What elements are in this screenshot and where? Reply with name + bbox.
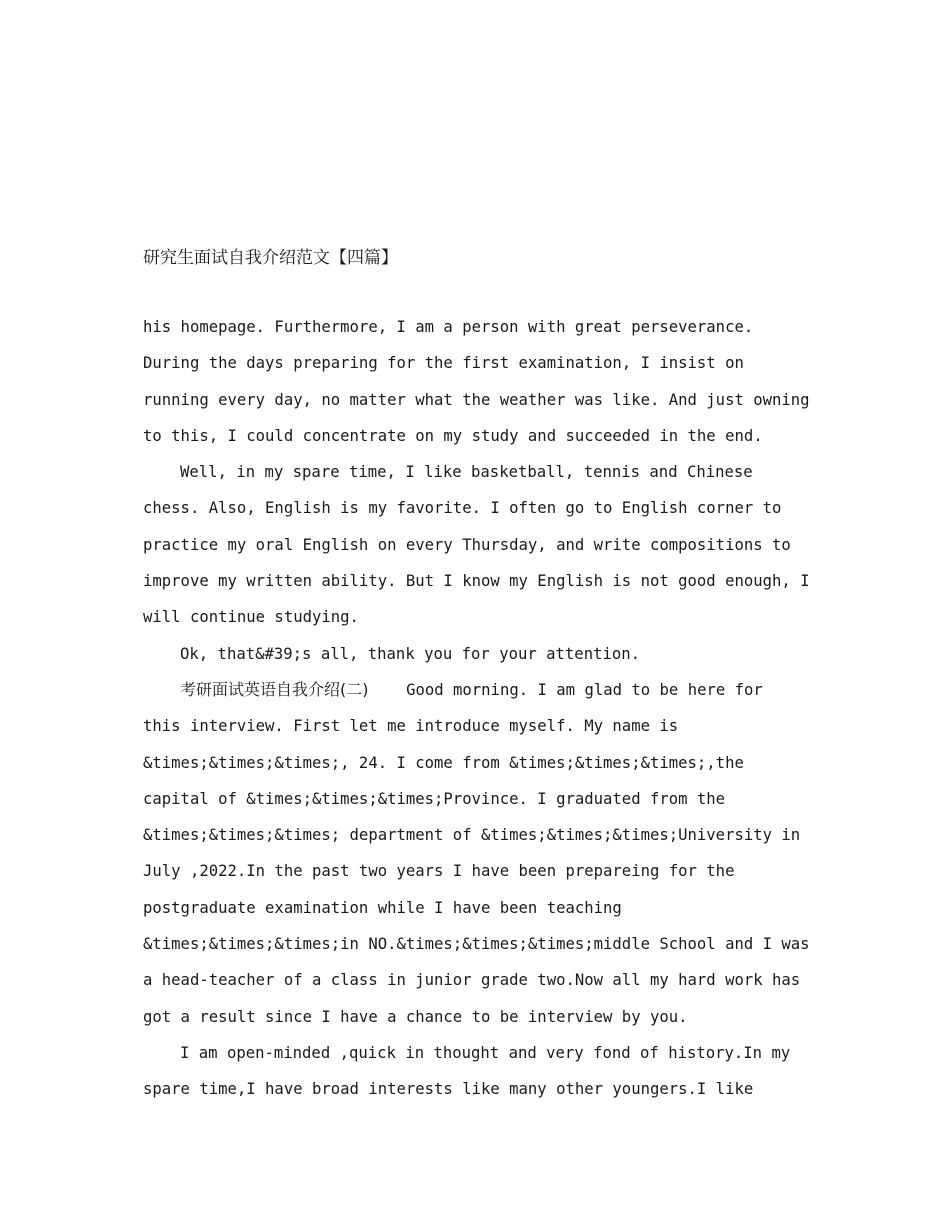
text-segment: Good morning. I am glad to be here for bbox=[406, 680, 763, 699]
section-heading: 考研面试英语自我介绍(二) bbox=[180, 679, 369, 699]
text-line: &times;&times;&times;in NO.&times;&times;&times;middle School and I was bbox=[143, 935, 810, 954]
text-line: will continue studying. bbox=[143, 608, 359, 627]
text-line: &times;&times;&times; department of &times;&times;&times;University in bbox=[143, 826, 801, 845]
text-line: Well, in my spare time, I like basketball, tennis and Chinese bbox=[180, 463, 753, 482]
text-line: running every day, no matter what the weather was like. And just owning bbox=[143, 390, 810, 409]
text-line: July ,2022.In the past two years I have been prepareing for the bbox=[143, 862, 735, 881]
text-line: this interview. First let me introduce myself. My name is bbox=[143, 717, 679, 736]
text-line: a head-teacher of a class in junior grade two.Now all my hard work has bbox=[143, 971, 801, 990]
text-line: capital of &times;&times;&times;Province. I graduated from the bbox=[143, 789, 726, 808]
text-line: postgraduate examination while I have been teaching bbox=[143, 898, 622, 917]
text-line-with-heading bbox=[143, 674, 823, 710]
text-line: practice my oral English on every Thursday, and write compositions to bbox=[143, 535, 791, 554]
document-title: 研究生面试自我介绍范文【四篇】 bbox=[143, 248, 398, 268]
text-line: to this, I could concentrate on my study and succeeded in the end. bbox=[143, 426, 763, 445]
text-line: got a result since I have a chance to be interview by you. bbox=[143, 1007, 688, 1026]
document-body bbox=[143, 311, 823, 1110]
text-line: I am open-minded ,quick in thought and very fond of history.In my bbox=[180, 1043, 791, 1062]
text-line: spare time,I have broad interests like many other youngers.I like bbox=[143, 1080, 754, 1099]
text-line: improve my written ability. But I know my English is not good enough, I bbox=[143, 572, 810, 591]
text-line: his homepage. Furthermore, I am a person with great perseverance. bbox=[143, 318, 754, 336]
text-line: chess. Also, English is my favorite. I often go to English corner to bbox=[143, 499, 782, 518]
text-line: During the days preparing for the first examination, I insist on bbox=[143, 354, 744, 373]
text-line: &times;&times;&times;, 24. I come from &times;&times;&times;,the bbox=[143, 753, 744, 772]
text-line: Ok, that&#39;s all, thank you for your attention. bbox=[180, 644, 641, 663]
